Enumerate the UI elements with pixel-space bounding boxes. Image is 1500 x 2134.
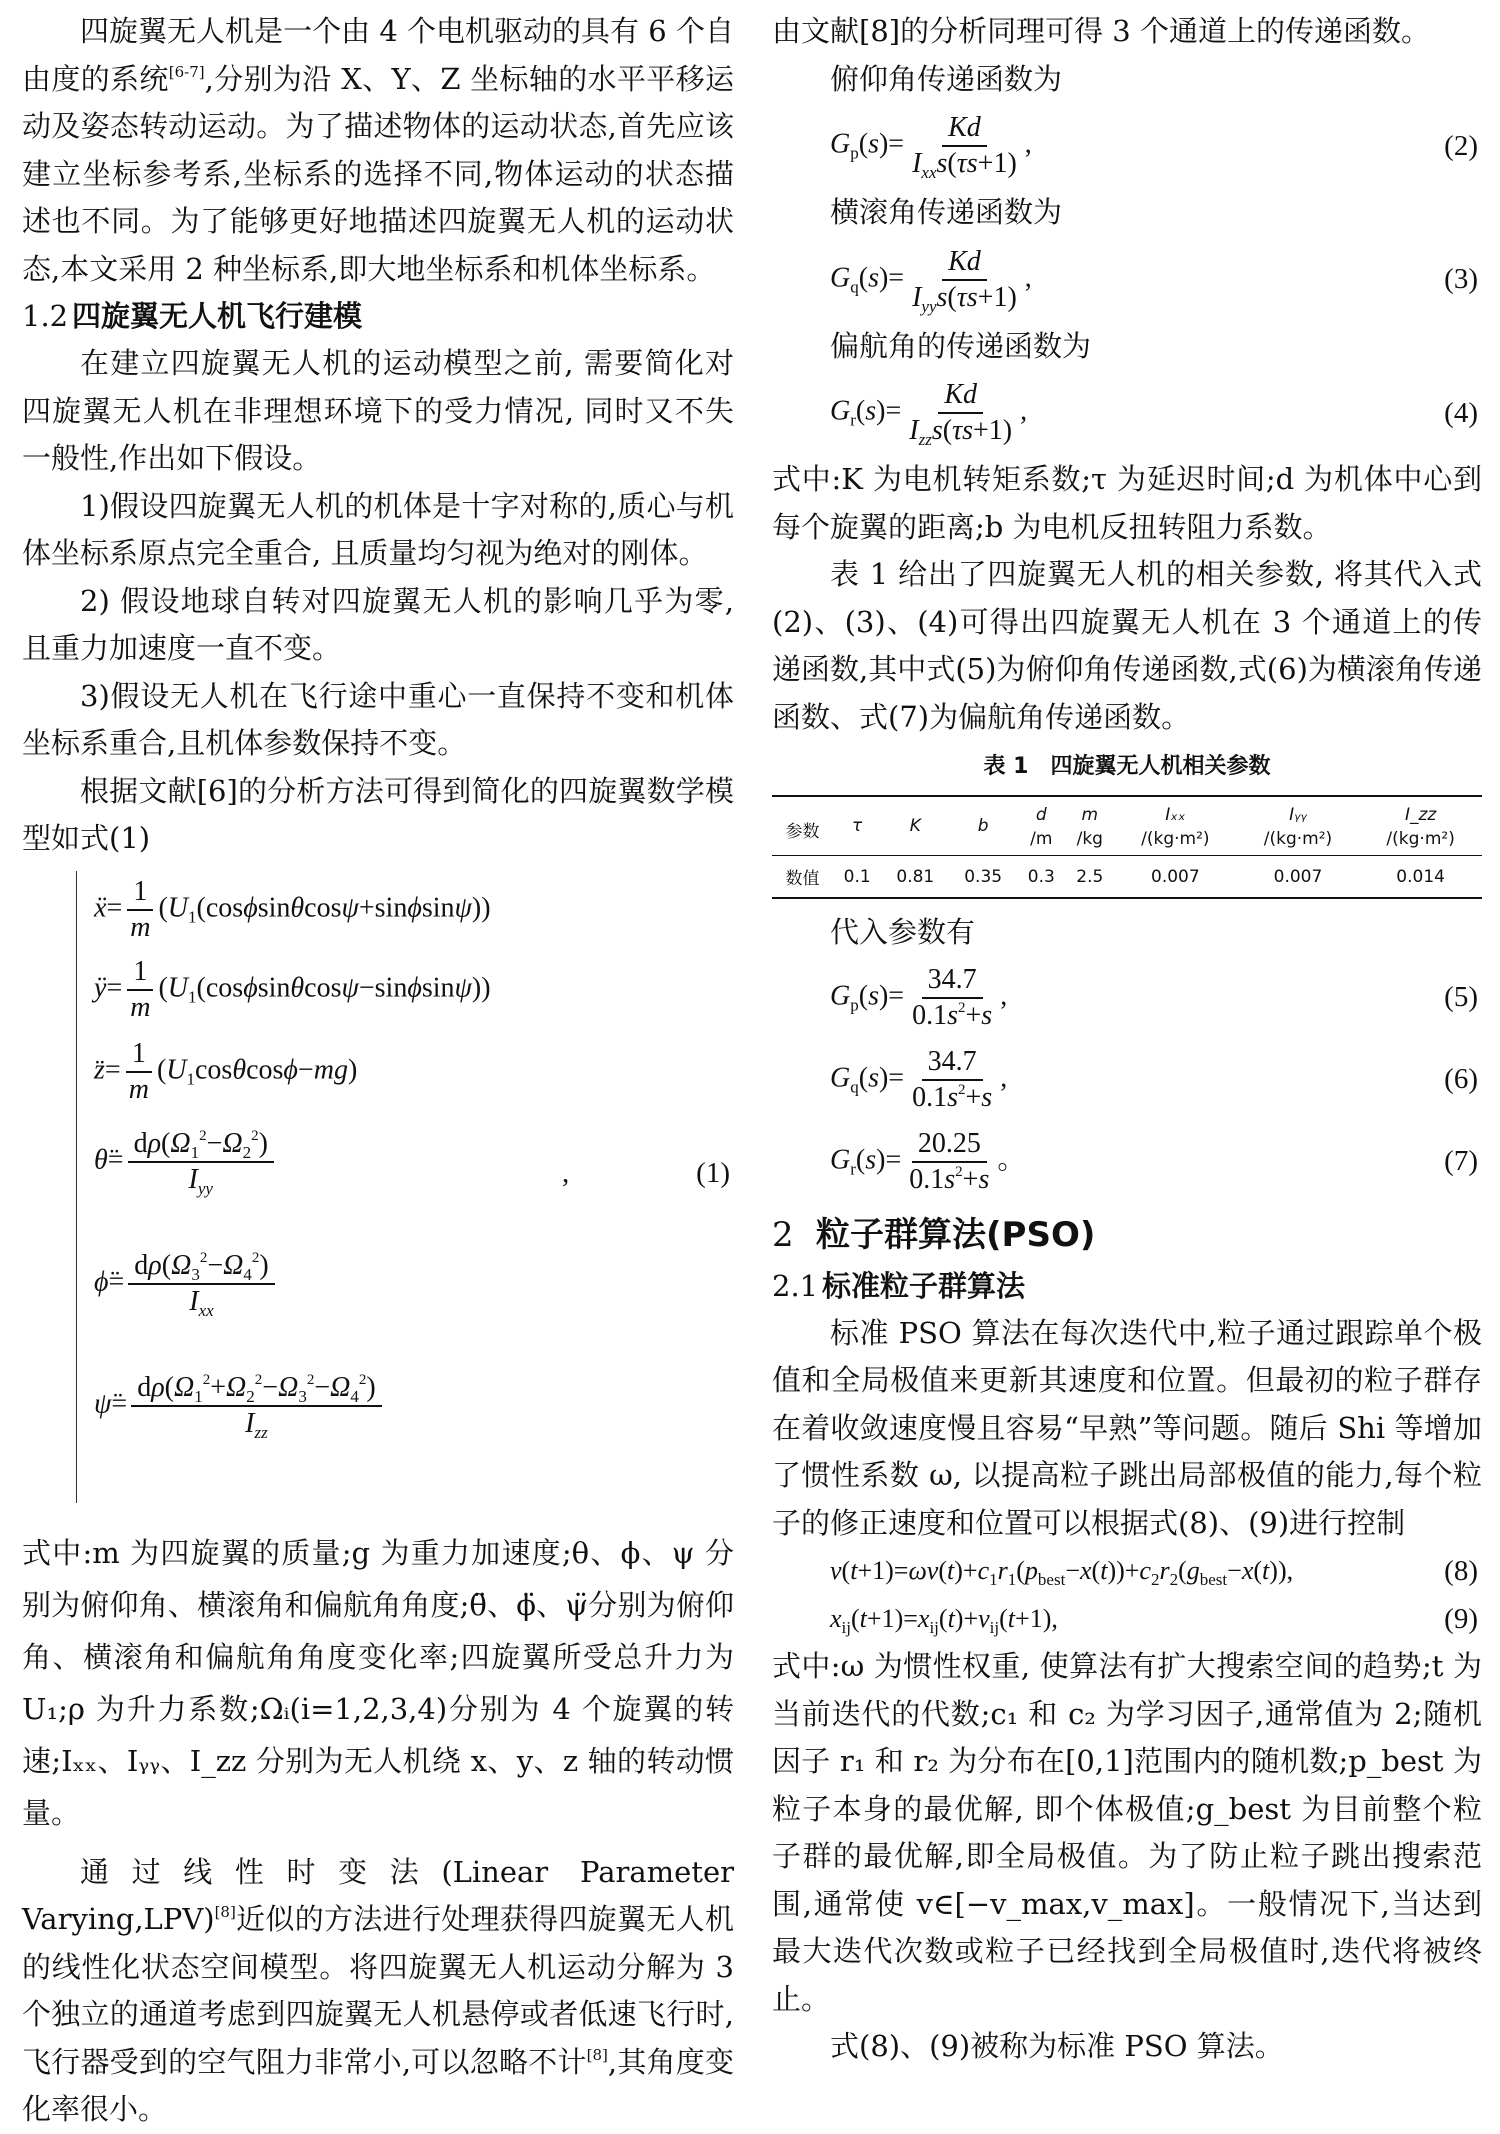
section-2-1-heading: 2.1 标准粒子群算法	[772, 1268, 1026, 1303]
label-roll: 横滚角传递函数为	[830, 195, 1063, 229]
table-cell: 0.007	[1273, 866, 1323, 887]
paragraph-transfer: 由文献[8]的分析同理可得 3 个通道上的传递函数。	[772, 14, 1430, 48]
table-header: b	[977, 816, 989, 836]
table-header: m	[1081, 805, 1099, 825]
table-cell: 0.81	[896, 866, 935, 887]
paragraph-pso-standard: 式(8)、(9)被称为标准 PSO 算法。	[830, 2029, 1284, 2063]
table-cell: 2.5	[1076, 866, 1104, 887]
table-unit: /m	[1030, 829, 1053, 849]
equation-7: $G_r(s)=$ $\frac{20.25}{0.1s^2+s}$ 。 (7)	[830, 1127, 1478, 1195]
section-2-heading: 2 粒子群算法(PSO)	[772, 1214, 1096, 1255]
eq1-psiddot: ψ̈= $\frac{d\rho(\Omega_1^2+\Omega_2^2-\Omega_3^2-\Omega_4^2)}{I_{zz}}$	[94, 1371, 386, 1441]
equation-brace	[76, 871, 83, 1503]
equation-1-system	[22, 867, 734, 1527]
table-cell: 0.35	[964, 866, 1003, 887]
paragraph-intro: 四旋翼无人机是一个由 4 个电机驱动的具有 6 个自由度的系统[6-7],分别为沿 X、Y、Z 坐标轴的水平平移运动及姿态转动运动。为了描述物体的运动状态,首先应该建立坐标参考系,坐标系的选择不同,物体运动的状态描述也不同。为了能够更好地描述四旋翼无人机的运动状态,本文采用 2 种坐标系,即大地坐标系和机体坐标系。	[22, 14, 734, 286]
paragraph-pso-symbols: 式中:ω 为惯性权重, 使算法有扩大搜索空间的趋势;t 为当前迭代的代数;c₁ 和 c₂ 为学习因子,通常值为 2;随机因子 r₁ 和 r₂ 为分布在[0,1]范围内的随机数;p_best 为粒子本身的最优解, 即个体极值;g_best 为目前整个粒子群的最优解,即全局极值。为了防止粒子跳出搜索范围,通常使 v∈[−v_max,v_max]。一般情况下,当达到最大迭代次数或粒子已经找到全局极值时,迭代将被终止。	[772, 1649, 1482, 2016]
equation-5: $G_p(s)=$ $\frac{34.7}{0.1s^2+s}$ , (5)	[830, 963, 1478, 1031]
table-unit: /(kg·m²)	[1386, 829, 1455, 849]
paragraph-lpv: 通过线性时变法(Linear Parameter Varying,LPV)[8]近似的方法进行处理获得四旋翼无人机的线性化状态空间模型。将四旋翼无人机运动分解为 3 个独立的通道考虑到四旋翼无人机悬停或者低速飞行时,飞行器受到的空气阻力非常小,可以忽略不计[8],其角度变化率很小。	[22, 1854, 734, 2126]
paragraph-assumptions: 在建立四旋翼无人机的运动模型之前, 需要简化对四旋翼无人机在非理想环境下的受力情况, 同时又不失一般性,作出如下假设。	[22, 346, 734, 475]
equation-9: $x_{ij}(t+1)=x_{ij}(t)+v_{ij}(t+1)$, (9)	[830, 1602, 1478, 1637]
table-unit: /(kg·m²)	[1263, 829, 1333, 849]
table-header: τ	[852, 816, 863, 836]
label-substitute: 代入参数有	[830, 915, 976, 949]
paragraph-symbols: 式中:m 为四旋翼的质量;g 为重力加速度;θ、ϕ、ψ 分别为俯仰角、横滚角和偏航角角度;θ̈、ϕ̈、ψ̈分别为俯仰角、横滚角和偏航角角度变化率;四旋翼所受总升力为 U₁;ρ 为升力系数;Ωᵢ(i=1,2,3,4)分别为 4 个旋翼的转速;Iₓₓ、Iᵧᵧ、I_zz 分别为无人机绕 x、y、z 轴的转动惯量。	[22, 1535, 734, 1830]
paragraph-params: 式中:K 为电机转矩系数;τ 为延迟时间;d 为机体中心到每个旋翼的距离;b 为电机反扭转阻力系数。	[772, 462, 1482, 544]
eq1-phiddot: ϕ̈= $\frac{d\rho(\Omega_3^2-\Omega_4^2)}{I_{xx}}$	[94, 1249, 279, 1319]
equation-8: $v(t+1)=\omega v(t)+c_1r_1(p_{best}-x(t))+c_2r_2(g_{best}-x(t))$, (8)	[830, 1554, 1478, 1589]
table-header: K	[909, 816, 921, 836]
eq1-yddot: ÿ= $\frac{1}{m}$ $(U_1(\cos\phi\sin\theta\cos\psi-\sin\phi\sin\psi))$	[94, 955, 491, 1023]
table-cell: 0.3	[1027, 866, 1055, 887]
eq1-thetaddot: θ̈= $\frac{d\rho(\Omega_1^2-\Omega_2^2)}{I_{yy}}$	[94, 1127, 278, 1197]
paragraph-model: 根据文献[6]的分析方法可得到简化的四旋翼数学模型如式(1)	[22, 773, 734, 855]
paragraph-table-intro: 表 1 给出了四旋翼无人机的相关参数, 将其代入式(2)、(3)、(4)可得出四旋翼无人机在 3 个通道上的传递函数,其中式(5)为俯仰角传递函数,式(6)为横滚角传递函数、式(7)为偏航角传递函数。	[772, 557, 1482, 734]
table-cell: 数值	[785, 869, 820, 889]
table-cell: 0.014	[1396, 866, 1445, 887]
assumption-3: 3)假设无人机在飞行途中重心一直保持不变和机体坐标系重合,且机体参数保持不变。	[22, 678, 734, 760]
table-unit: /kg	[1076, 829, 1103, 849]
right-column	[772, 8, 1482, 2071]
eq1-comma: ,	[562, 1156, 570, 1189]
assumption-1: 1)假设四旋翼无人机的机体是十字对称的,质心与机体坐标系原点完全重合, 且质量均匀视为绝对的刚体。	[22, 488, 734, 570]
equation-2: $G_p(s)=$ $\frac{Kd}{I_{xx}s(\tau s+1)}$ , (2)	[830, 112, 1478, 182]
table-header: I_zz	[1404, 805, 1437, 825]
left-column	[22, 8, 734, 2134]
table-cell: 0.007	[1151, 866, 1200, 887]
eq1-xddot: ẍ= $\frac{1}{m}$ $(U_1(\cos\phi\sin\theta\cos\psi+\sin\phi\sin\psi))$	[94, 875, 491, 943]
assumption-2: 2) 假设地球自转对四旋翼无人机的影响几乎为零,且重力加速度一直不变。	[22, 583, 734, 665]
table-header: Iₓₓ	[1165, 805, 1186, 825]
table-cell: 0.1	[843, 866, 871, 887]
table-header: Iᵧᵧ	[1289, 805, 1307, 825]
label-yaw: 偏航角的传递函数为	[830, 328, 1092, 363]
eq1-number: (1)	[696, 1156, 730, 1189]
label-pitch: 俯仰角传递函数为	[830, 61, 1063, 96]
equation-6: $G_q(s)=$ $\frac{34.7}{0.1s^2+s}$ , (6)	[830, 1045, 1478, 1113]
table-header: d	[1035, 805, 1047, 825]
equation-4: $G_r(s)=$ $\frac{Kd}{I_{zz}s(\tau s+1)}$ , (4)	[830, 379, 1478, 449]
eq1-zddot: z̈= $\frac{1}{m}$ $(U_1\cos\theta\cos\phi-mg)$	[94, 1037, 358, 1105]
equation-3: $G_q(s)=$ $\frac{Kd}{I_{yy}s(\tau s+1)}$ , (3)	[830, 245, 1478, 316]
parameter-table	[772, 795, 1482, 899]
table-header: 参数	[785, 821, 820, 842]
section-1-2-heading: 1.2 四旋翼无人机飞行建模	[22, 299, 363, 333]
table-caption: 表 1 四旋翼无人机相关参数	[983, 754, 1271, 779]
paragraph-pso: 标准 PSO 算法在每次迭代中,粒子通过跟踪单个极值和全局极值来更新其速度和位置。但最初的粒子群存在着收敛速度慢且容易“早熟”等问题。随后 Shi 等增加了惯性系数 ω, 以提高粒子跳出局部极值的能力,每个粒子的修正速度和位置可以根据式(8)、(9)进行控制	[772, 1315, 1482, 1540]
table-unit: /(kg·m²)	[1141, 829, 1210, 849]
